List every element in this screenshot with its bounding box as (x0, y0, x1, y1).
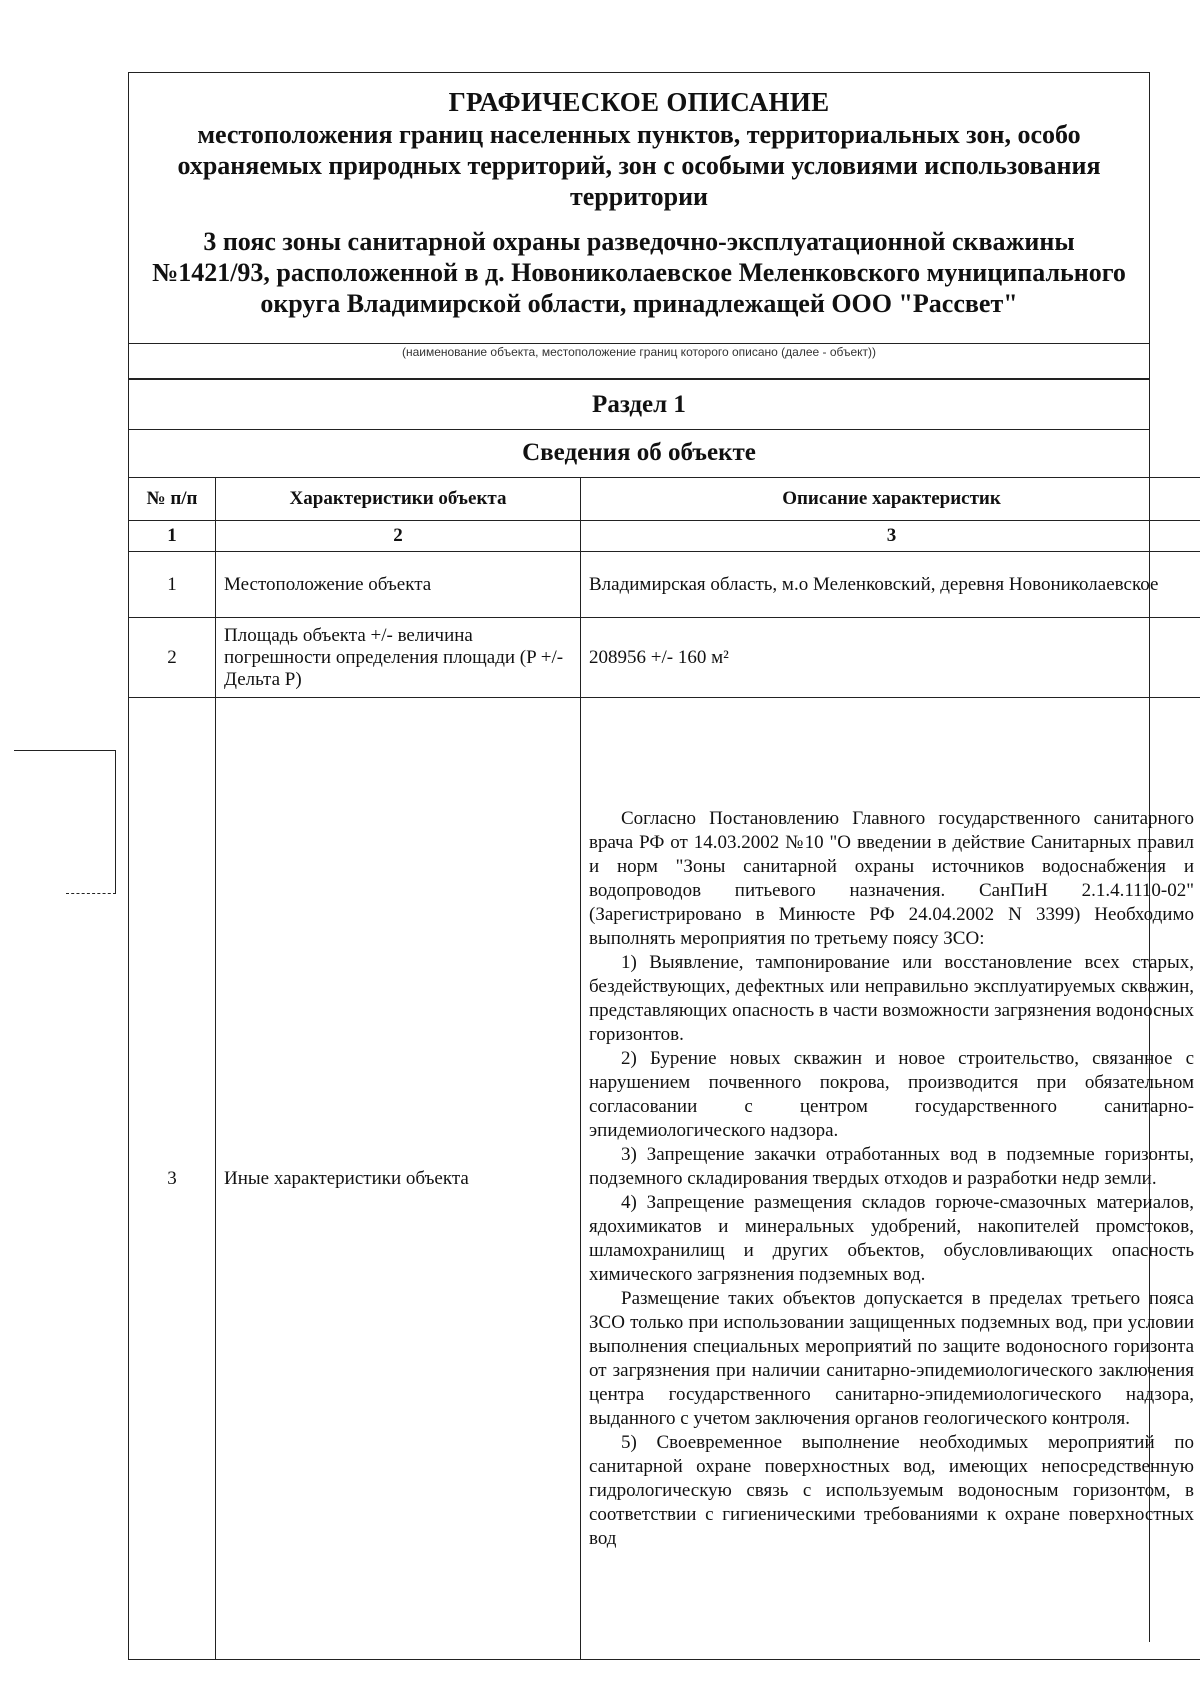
description-paragraph: 1) Выявление, тампонирование или восстановление всех старых, бездействующих, дефектных или неправильно эксплуатируемых скважин, представляющих опасность в части возможности загрязнения водоносных горизонтов. (589, 951, 1194, 1045)
margin-mark-vertical (115, 750, 116, 894)
table-row (129, 618, 1200, 698)
divider-line (129, 378, 1149, 379)
table-row (129, 552, 1200, 618)
document-subtitle: местоположения границ населенных пунктов, территориальных зон, особо охраняемых природных территорий, зон с особыми условиями использования территории (177, 120, 1101, 211)
row-description: Владимирская область, м.о Меленковский, деревня Новониколаевское (581, 552, 1200, 618)
title-block (129, 73, 1149, 345)
description-paragraph: 4) Запрещение размещения складов горюче-смазочных материалов, ядохимикатов и минеральных удобрений, накопителей промстоков, шламохранилищ и других объектов, обусловливающих опасность химического загрязнения подземных вод. (589, 1191, 1194, 1285)
description-paragraph: 2) Бурение новых скважин и новое строительство, связанное с нарушением почвенного покрова, производится при обязательном согласовании с центром государственного санитарно-эпидемиологического надзора. (589, 1047, 1194, 1141)
section-title: Сведения об объекте (522, 439, 756, 466)
row-characteristic: Местоположение объекта (216, 552, 581, 618)
row-number: 2 (129, 618, 216, 698)
row-description (581, 698, 1200, 1660)
column-number: 3 (581, 521, 1200, 552)
row-number: 1 (129, 552, 216, 618)
column-number-row (129, 521, 1200, 552)
description-paragraph: 3) Запрещение закачки отработанных вод в подземные горизонты, подземного складирования твердых отходов и разработки недр земли. (589, 1143, 1194, 1189)
row-characteristic: Иные характеристики объекта (216, 698, 581, 1660)
column-number: 1 (129, 521, 216, 552)
column-number: 2 (216, 521, 581, 552)
document-title: ГРАФИЧЕСКОЕ ОПИСАНИЕ (448, 87, 830, 117)
divider-line (129, 429, 1149, 430)
column-header-description: Описание характеристик (581, 478, 1200, 521)
margin-mark-top (14, 750, 116, 751)
divider-line (129, 379, 1149, 380)
document-frame (128, 72, 1194, 1642)
row-characteristic: Площадь объекта +/- величина погрешности определения площади (P +/- Дельта P) (216, 618, 581, 698)
table-row (129, 698, 1200, 1660)
object-caption: (наименование объекта, местоположение границ которого описано (далее - объект)) (401, 345, 877, 359)
description-paragraph: 5) Своевременное выполнение необходимых мероприятий по санитарной охране поверхностных вод, имеющих непосредственную гидрологическую связь с используемым водоносным горизонтом, в соответствии с гигиеническими требованиями к охране поверхностных вод (589, 1431, 1194, 1549)
table-header-row (129, 478, 1200, 521)
row-description: 208956 +/- 160 м² (581, 618, 1200, 698)
description-paragraph: Размещение таких объектов допускается в пределах третьего пояса ЗСО только при использовании защищенных подземных вод, при условии выполнения специальных мероприятий по защите водоносного горизонта от загрязнения при наличии санитарно-эпидемиологического заключения центра государственного санитарно-эпидемиологического надзора, выданного с учетом заключения органов геологического контроля. (589, 1287, 1194, 1429)
row-number: 3 (129, 698, 216, 1660)
column-header-number: № п/п (129, 478, 216, 521)
object-info-table (128, 477, 1200, 1660)
column-header-characteristic: Характеристики объекта (216, 478, 581, 521)
section-number: Раздел 1 (592, 391, 686, 418)
description-paragraph: Согласно Постановлению Главного государственного санитарного врача РФ от 14.03.2002 №10 "О введении в действие Санитарных правил и норм "Зоны санитарной охраны источников водоснабжения и водопроводов питьевого назначения. СанПиН 2.1.4.1110-02" (Зарегистрировано в Минюсте РФ 24.04.2002 N 3399) Необходимо выполнять мероприятия по третьему поясу ЗСО: (589, 807, 1194, 949)
divider-line (129, 343, 1149, 344)
margin-mark-bottom (66, 893, 116, 894)
object-name: 3 пояс зоны санитарной охраны разведочно-эксплуатационной скважины №1421/93, расположенной в д. Новониколаевское Меленковского муниципального округа Владимирской области, принадлежащей ООО "Рассвет" (152, 227, 1126, 318)
